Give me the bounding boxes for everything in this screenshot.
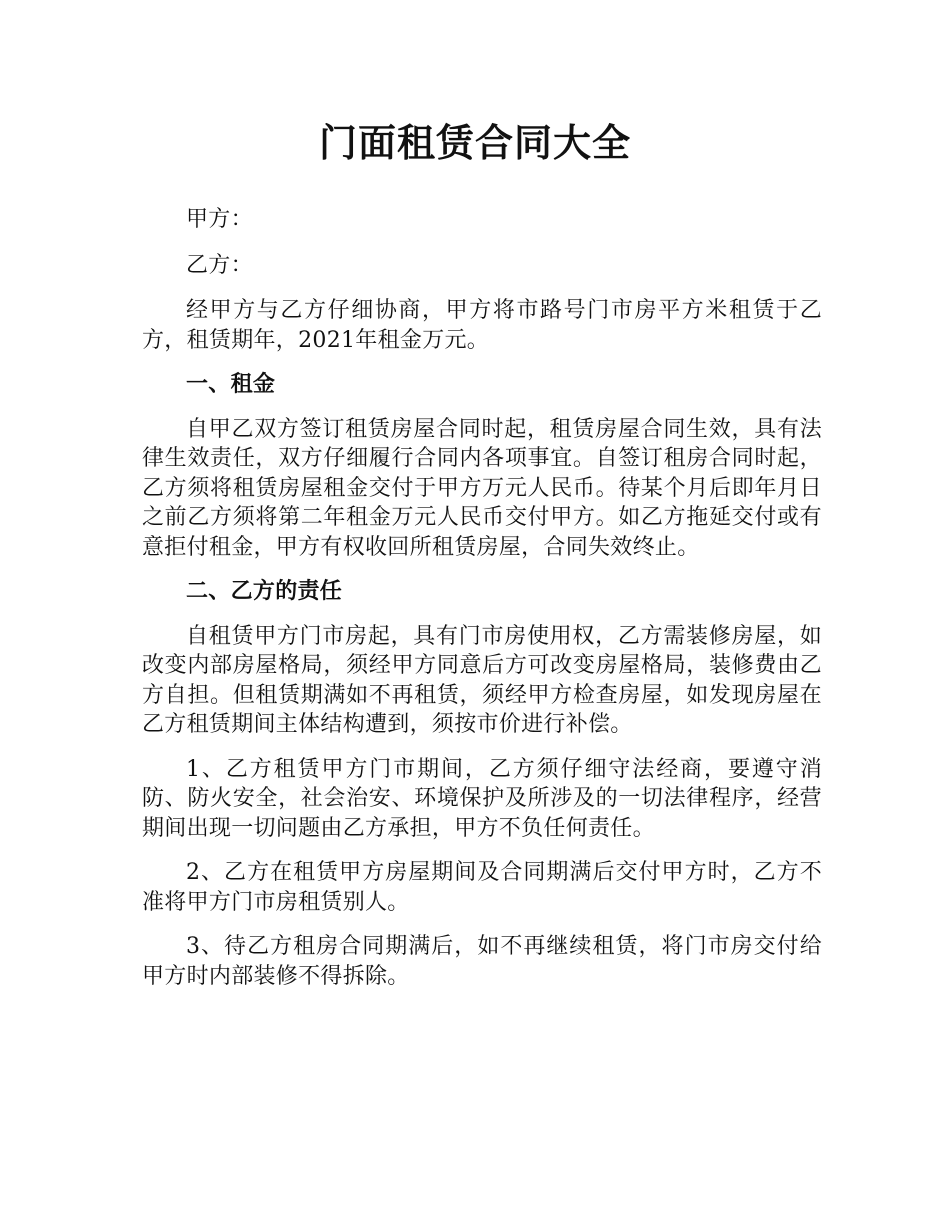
document-title: 门面租赁合同大全 (318, 121, 631, 165)
duties-clause-1: 1、乙方租赁甲方门市期间，乙方须仔细守法经商，要遵守消防、防火安全，社会治安、环境保护及所涉及的一切法律程序，经营期间出现一切问题由乙方承担，甲方不负任何责任。 (142, 756, 822, 841)
intro-paragraph: 经甲方与乙方仔细协商，甲方将市路号门市房平方米租赁于乙方，租赁期年，2021年租金万元。 (142, 298, 822, 353)
duties-paragraph: 自租赁甲方门市房起，具有门市房使用权，乙方需装修房屋，如改变内部房屋格局，须经甲方同意后方可改变房屋格局，装修费由乙方自担。但租赁期满如不再租赁，须经甲方检查房屋，如发现房屋在乙方租赁期间主体结构遭到，须按市价进行补偿。 (142, 623, 822, 737)
party-b-line: 乙方： (186, 252, 253, 278)
section-heading-rent: 一、租金 (186, 372, 276, 397)
document-body (142, 205, 822, 1006)
duties-clause-2: 2、乙方在租赁甲方房屋期间及合同期满后交付甲方时，乙方不准将甲方门市房租赁别人。 (142, 860, 822, 915)
party-a-line: 甲方： (186, 207, 253, 232)
section-heading-party-b-duties: 二、乙方的责任 (186, 579, 343, 604)
rent-paragraph: 自甲乙双方签订租赁房屋合同时起，租赁房屋合同生效，具有法律生效责任，双方仔细履行合同内各项事宜。自签订租房合同时起，乙方须将租赁房屋租金交付于甲方万元人民币。待某个月后即年月日之前乙方须将第二年租金万元人民币交付甲方。如乙方拖延交付或有意拒付租金，甲方有权收回所租赁房屋，合同失效终止。 (142, 416, 822, 560)
duties-clause-3: 3、待乙方租房合同期满后，如不再继续租赁，将门市房交付给甲方时内部装修不得拆除。 (142, 934, 822, 989)
